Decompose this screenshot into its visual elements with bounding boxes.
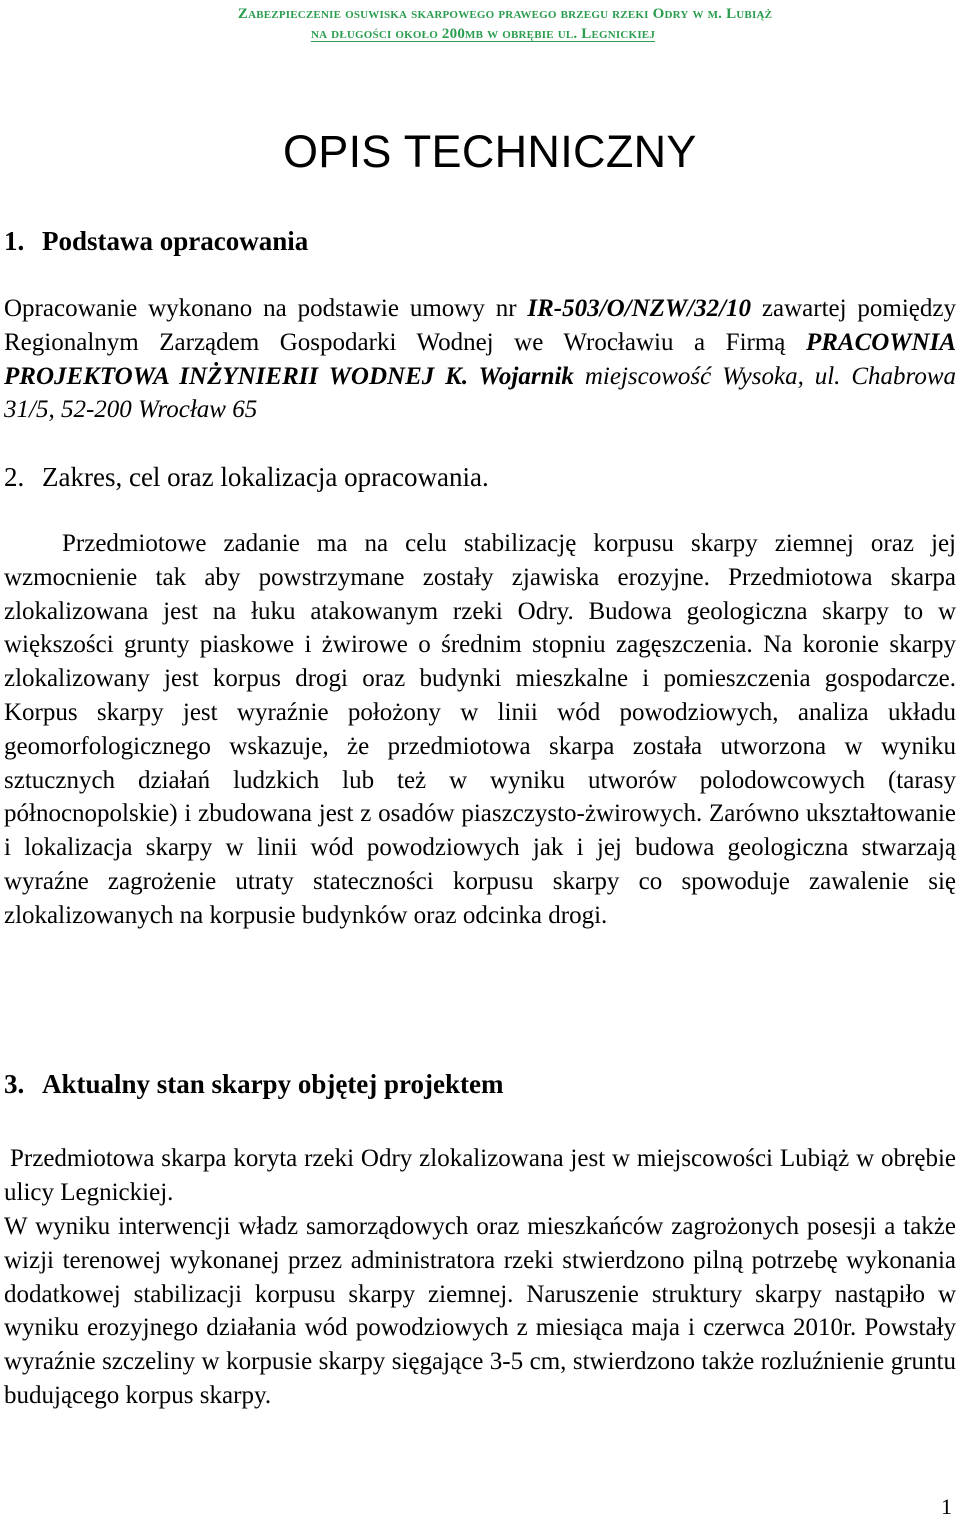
header-line-2: [0, 24, 960, 44]
header-line-2-text: na długości około 200mb w obrębie ul. Legnickiej: [310, 26, 656, 42]
header-line-1: [0, 4, 960, 24]
section-2-heading: [4, 460, 489, 494]
section-3-text-2: W wyniku interwencji władz samorządowych oraz mieszkańców zagrożonych posesji a także wizji terenowej wykonanej przez administratora rzeki stwierdzono pilną potrzebę wykonania dodatkowej stabilizacji korpusu skarpy ziemnej. Naruszenie struktury skarpy nastąpiło w wyniku erozyjnego działania wód powodziowych z miesiąca maja i czerwca 2010r. Powstały wyraźnie szczeliny w korpusie skarpy sięgające 3-5 cm, stwierdzono także rozluźnienie gruntu budującego korpus skarpy.: [4, 1213, 956, 1409]
section-3-title: Aktualny stan skarpy objętej projektem: [42, 1069, 504, 1099]
page-number: 1: [941, 1494, 952, 1519]
section-3-paragraph-1: [4, 1142, 956, 1210]
section-2-text: Przedmiotowe zadanie ma na celu stabilizację korpusu skarpy ziemnej oraz jej wzmocnienie tak aby powstrzymane zostały zjawiska erozyjne. Przedmiotowa skarpa zlokalizowana jest na łuku atakowanym rzeki Odry. Budowa geologiczna skarpy to w większości grunty piaskowe i żwirowe o średnim stopniu zagęszczenia. Na koronie skarpy zlokalizowany jest korpus drogi oraz budynki mieszkalne i pomieszczenia gospodarcze. Korpus skarpy jest wyraźnie położony w linii wód powodziowych, analiza układu geomorfologicznego wskazuje, że przedmiotowa skarpa została utworzona w wyniku sztucznych działań ludzkich lub też w wyniku utworów polodowcowych (tarasy północnopolskie) i zbudowana jest z osadów piaszczysto-żwirowych. Zarówno ukształtowanie i lokalizacja skarpy w linii wód powodziowych jak i jej budowa geologiczna stwarzają wyraźne zagrożenie utraty stateczności korpusu skarpy co spowoduje zawalenie się zlokalizowanych na korpusie budynków oraz odcinka drogi.: [4, 530, 956, 929]
section-2-number: 2.: [4, 462, 25, 492]
section-3-number: 3.: [4, 1069, 25, 1099]
section-3-text-1: Przedmiotowa skarpa koryta rzeki Odry zlokalizowana jest w miejscowości Lubiąż w obrębie ulicy Legnickiej.: [4, 1145, 956, 1206]
section-2-title: Zakres, cel oraz lokalizacja opracowania.: [42, 462, 489, 492]
header-line-1-text: Zabezpieczenie osuwiska skarpowego prawego brzegu rzeki Odry w m. Lubiąż: [237, 6, 773, 22]
section-3-heading: [4, 1067, 504, 1101]
section-1-paragraph: [4, 292, 956, 427]
section-2-paragraph: [4, 527, 956, 933]
section-1-number: 1.: [4, 226, 25, 256]
document-title: OPIS TECHNICZNY: [283, 126, 697, 177]
company-address: miejscowość Wysoka, ul. Chabrowa 31/5, 52-200 Wrocław 65: [4, 362, 956, 424]
section-3-paragraph-2: [4, 1210, 956, 1413]
running-header: [0, 4, 960, 44]
section-1-text-c: zawartej pomiędzy Regionalnym Zarządem Gospodarki Wodnej we Wrocławiu a Firmą: [4, 295, 957, 356]
company-name: PRACOWNIA PROJEKTOWA INŻYNIERII WODNEJ K. Wojarnik: [4, 328, 956, 390]
section-1-title: Podstawa opracowania: [42, 226, 309, 256]
contract-number: IR-503/O/NZW/32/10: [527, 295, 752, 322]
section-1-heading: [4, 224, 308, 258]
section-1-text-a: Opracowanie wykonano na podstawie umowy nr: [4, 295, 528, 322]
